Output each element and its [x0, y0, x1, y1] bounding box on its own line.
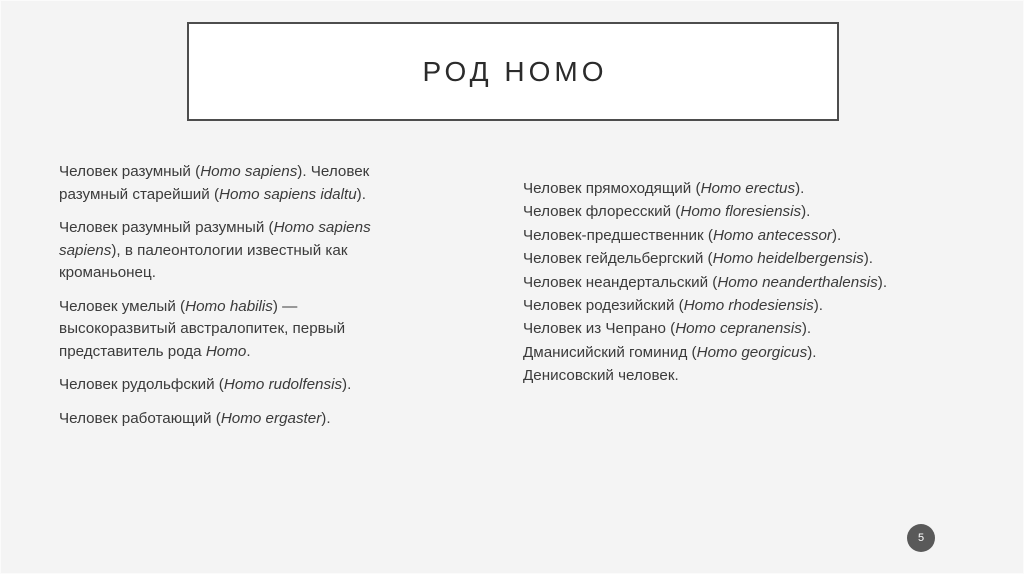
- common-name-text: Человек неандертальский (: [523, 273, 718, 291]
- latin-binomial: Homo: [205, 342, 247, 360]
- page-number-badge: 5: [907, 524, 935, 552]
- common-name-text: Человек флоресский (: [523, 203, 681, 221]
- species-entry-habilis: [59, 296, 411, 364]
- species-entry-rudolfensis: [59, 374, 411, 397]
- page-title: РОД HOMO: [422, 55, 608, 87]
- common-name-text: Человек-предшественник (: [523, 226, 713, 244]
- species-entry-georgicus: [523, 341, 913, 364]
- species-entry-floresiensis: [523, 200, 913, 223]
- species-entry-sapiens: [59, 161, 411, 206]
- common-name-text: ).: [321, 409, 331, 427]
- common-name-text: Денисовский человек.: [523, 367, 679, 385]
- common-name-text: ).: [342, 376, 352, 393]
- species-entry-rhodesiensis: [523, 294, 913, 317]
- latin-binomial: Homo rudolfensis: [223, 376, 343, 393]
- species-entry-heidelbergensis: [523, 247, 913, 270]
- common-name-text: ).: [795, 180, 805, 197]
- latin-binomial: Homo floresiensis: [680, 203, 802, 221]
- title-box: [187, 22, 839, 121]
- species-entry-sapiens-sapiens: [59, 217, 411, 285]
- latin-binomial: Homo antecessor: [712, 226, 832, 244]
- common-name-text: ).: [801, 203, 811, 221]
- latin-binomial: Homo rhodesiensis: [683, 297, 814, 315]
- species-entry-erectus: [523, 177, 913, 200]
- species-list-right-column: [523, 177, 913, 388]
- common-name-text: ), в палеонтологии известный как кроманьонец.: [59, 241, 348, 281]
- common-name-text: ).: [831, 226, 842, 244]
- common-name-text: ).: [801, 320, 812, 338]
- common-name-text: Человек из Чепрано (: [523, 320, 676, 338]
- common-name-text: Человек разумный (: [59, 163, 201, 180]
- common-name-text: Человек прямоходящий (: [523, 180, 701, 197]
- common-name-text: Человек разумный разумный (: [59, 219, 274, 236]
- latin-binomial: Homo neanderthalensis: [717, 273, 878, 291]
- species-entry-antecessor: [523, 224, 913, 247]
- common-name-text: ).: [813, 297, 823, 315]
- species-entry-denisovan: [523, 364, 913, 387]
- latin-binomial: Homo ergaster: [220, 409, 322, 427]
- latin-binomial: Homo sapiens: [200, 163, 298, 180]
- common-name-text: Человек умелый (: [59, 297, 186, 315]
- latin-binomial: Homo cepranensis: [675, 320, 802, 338]
- latin-binomial: Homo erectus: [700, 180, 796, 197]
- common-name-text: ).: [807, 343, 817, 361]
- latin-binomial: Homo georgicus: [696, 343, 808, 361]
- common-name-text: ). Человек разумный старейший (: [59, 163, 370, 203]
- latin-binomial: Homo habilis: [185, 297, 273, 315]
- common-name-text: Человек рудольфский (: [59, 376, 224, 393]
- common-name-text: ).: [863, 250, 873, 268]
- species-entry-cepranensis: [523, 317, 913, 340]
- species-entry-neanderthalensis: [523, 271, 913, 294]
- latin-binomial: Homo sapiens sapiens: [59, 219, 371, 259]
- common-name-text: ).: [877, 273, 888, 291]
- common-name-text: Человек работающий (: [59, 409, 221, 427]
- common-name-text: Человек родезийский (: [523, 297, 684, 315]
- species-entry-ergaster: [59, 408, 411, 431]
- common-name-text: .: [246, 342, 251, 360]
- latin-binomial: Homo sapiens idaltu: [219, 185, 357, 203]
- common-name-text: ).: [356, 185, 366, 203]
- latin-binomial: Homo heidelbergensis: [712, 250, 864, 268]
- common-name-text: Человек гейдельбергский (: [523, 250, 713, 268]
- common-name-text: Дманисийский гоминид (: [523, 343, 697, 361]
- common-name-text: ) — высокоразвитый австралопитек, первый представитель рода: [59, 297, 346, 360]
- species-list-left-column: [59, 161, 411, 430]
